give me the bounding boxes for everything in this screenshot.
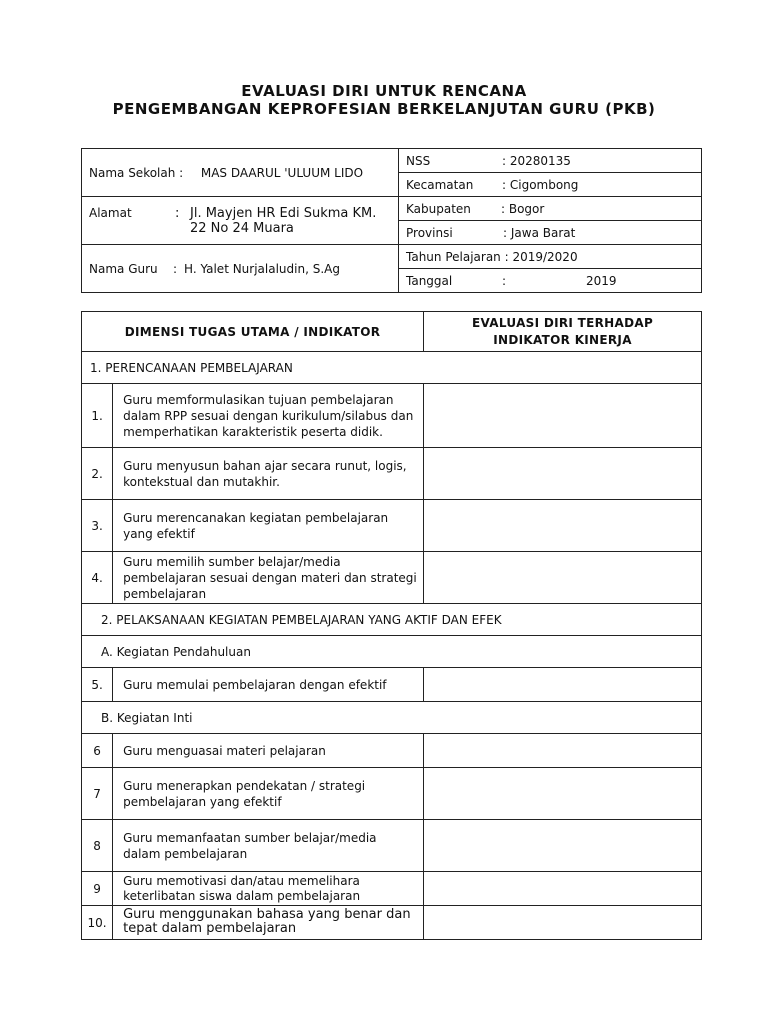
nama-sekolah-value: MAS DAARUL 'ULUUM LIDO [200,165,364,180]
tahun-pelajaran-label: Tahun Pelajaran : 2019/2020 [406,249,578,264]
provinsi-cell [399,221,702,245]
header-dimensi: DIMENSI TUGAS UTAMA / INDIKATOR [82,312,424,352]
tanggal-value: 2019 [586,273,617,288]
alamat-label: Alamat [89,205,132,220]
evaluation-cell[interactable] [424,448,702,500]
header-evaluasi-line2: INDIKATOR KINERJA [493,332,632,347]
row-number: 1. [82,384,113,448]
nama-guru-label: Nama Guru [89,261,158,276]
kabupaten-label: Kabupaten [406,201,471,216]
indicator-text: Guru menyusun bahan ajar secara runut, logis, kontekstual dan mutakhir. [113,448,424,500]
subsection-inti: B. Kegiatan Inti [82,702,702,734]
nss-value: : 20280135 [502,153,571,168]
header-evaluasi [424,312,702,352]
nss-cell [399,149,702,173]
indicator-text: Guru menerapkan pendekatan / strategi pembelajaran yang efektif [113,768,424,820]
indicator-text: Guru menguasai materi pelajaran [113,734,424,768]
row-number: 7 [82,768,113,820]
provinsi-value: : Jawa Barat [503,225,576,240]
evaluation-cell[interactable] [424,552,702,604]
nama-guru-colon: : [173,261,178,276]
tanggal-colon: : [502,273,507,288]
row-number: 4. [82,552,113,604]
document-title-line1: EVALUASI DIRI UNTUK RENCANA [241,82,527,100]
evaluation-cell[interactable] [424,906,702,940]
subsection-pendahuluan: A. Kegiatan Pendahuluan [82,636,702,668]
alamat-line1: Jl. Mayjen HR Edi Sukma KM. [190,205,377,221]
nama-sekolah-label: Nama Sekolah : [89,165,184,180]
kabupaten-value: : Bogor [501,201,545,216]
evaluation-cell[interactable] [424,500,702,552]
kabupaten-cell [399,197,702,221]
indicator-text: Guru memanfaatan sumber belajar/media dalam pembelajaran [113,820,424,872]
school-info-table [81,148,702,293]
alamat-line2: 22 No 24 Muara [190,220,294,236]
nss-label: NSS [406,153,431,168]
provinsi-label: Provinsi [406,225,453,240]
evaluation-cell[interactable] [424,768,702,820]
evaluation-table [81,311,702,940]
row-number: 9 [82,872,113,906]
nama-sekolah-cell [82,149,399,197]
indicator-text: Guru menggunakan bahasa yang benar dan tepat dalam pembelajaran [113,906,424,940]
evaluation-cell[interactable] [424,668,702,702]
row-number: 2. [82,448,113,500]
kecamatan-value: : Cigombong [502,177,579,192]
kecamatan-label: Kecamatan [406,177,474,192]
section-pelaksanaan: 2. PELAKSANAAN KEGIATAN PEMBELAJARAN YANG AKTIF DAN EFEK [82,604,702,636]
indicator-text: Guru memulai pembelajaran dengan efektif [113,668,424,702]
nama-guru-cell [82,245,399,293]
tahun-pelajaran-cell [399,245,702,269]
alamat-colon: : [175,205,180,221]
row-number: 5. [82,668,113,702]
tanggal-label: Tanggal [406,273,453,288]
indicator-text: Guru merencanakan kegiatan pembelajaran yang efektif [113,500,424,552]
row-number: 10. [82,906,113,940]
evaluation-cell[interactable] [424,384,702,448]
kecamatan-cell [399,173,702,197]
header-evaluasi-line1: EVALUASI DIRI TERHADAP [472,315,654,330]
document-title-line2: PENGEMBANGAN KEPROFESIAN BERKELANJUTAN GURU (PKB) [112,100,656,118]
nama-guru-value: H. Yalet Nurjalaludin, S.Ag [184,261,340,276]
evaluation-cell[interactable] [424,820,702,872]
alamat-cell [82,197,399,245]
row-number: 8 [82,820,113,872]
evaluation-cell[interactable] [424,734,702,768]
section-perencanaan: 1. PERENCANAAN PEMBELAJARAN [82,352,702,384]
indicator-text: Guru memotivasi dan/atau memelihara keterlibatan siswa dalam pembelajaran [113,872,424,906]
row-number: 3. [82,500,113,552]
row-number: 6 [82,734,113,768]
indicator-text: Guru memformulasikan tujuan pembelajaran dalam RPP sesuai dengan kurikulum/silabus dan memperhatikan karakteristik peserta didik. [113,384,424,448]
evaluation-cell[interactable] [424,872,702,906]
indicator-text: Guru memilih sumber belajar/media pembelajaran sesuai dengan materi dan strategi pembelajaran [113,552,424,604]
tanggal-cell [399,269,702,293]
